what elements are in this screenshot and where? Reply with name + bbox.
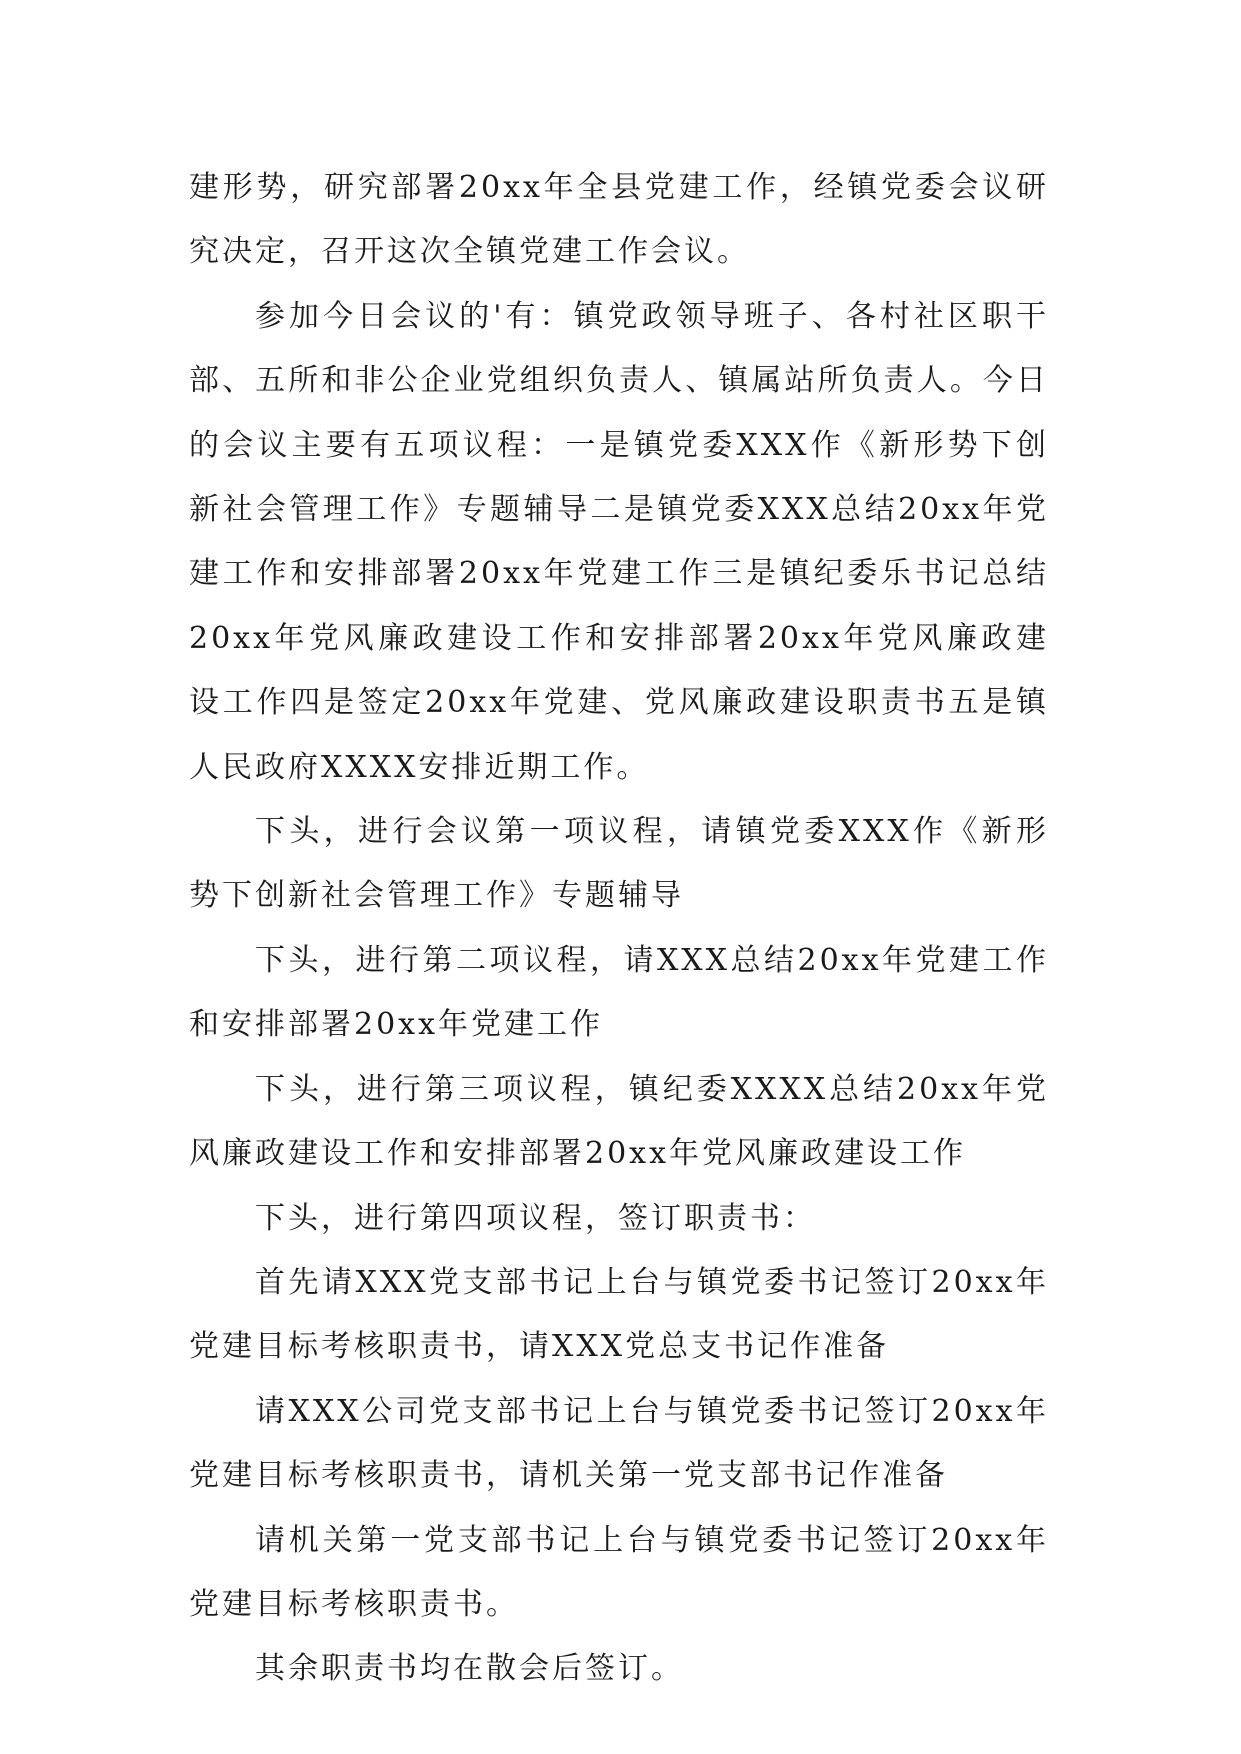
paragraph-1: 建形势，研究部署20xx年全县党建工作，经镇党委会议研究决定，召开这次全镇党建工作会议。 — [189, 170, 1049, 270]
paragraph-4: 下头，进行第二项议程，请XXX总结20xx年党建工作和安排部署20xx年党建工作 — [189, 942, 1049, 1043]
paragraph-6: 下头，进行第四项议程，签订职责书： — [255, 1200, 816, 1236]
paragraph-9: 请机关第一党支部书记上台与镇党委书记签订20xx年党建目标考核职责书。 — [189, 1522, 1049, 1622]
paragraph-10: 其余职责书均在散会后签订。 — [255, 1651, 684, 1687]
paragraph-8: 请XXX公司党支部书记上台与镇党委书记签订20xx年党建目标考核职责书，请机关第一党支部书记作准备 — [189, 1393, 1049, 1494]
paragraph-2: 参加今日会议的'有：镇党政领导班子、各村社区职干部、五所和非公企业党组织负责人、镇属站所负责人。今日的会议主要有五项议程：一是镇党委XXX作《新形势下创新社会管理工作》专题辅导二是镇党委XXX总结20xx年党建工作和安排部署20xx年党建工作三是镇纪委乐书记总结20xx年党风廉政建设工作和安排部署20xx年党风廉政建设工作四是签定20xx年党建、党风廉政建设职责书五是镇人民政府XXXX安排近期工作。 — [189, 298, 1049, 785]
document-body — [189, 156, 1049, 1702]
paragraph-3: 下头，进行会议第一项议程，请镇党委XXX作《新形势下创新社会管理工作》专题辅导 — [189, 814, 1049, 914]
paragraph-5: 下头，进行第三项议程，镇纪委XXXX总结20xx年党风廉政建设工作和安排部署20xx年党风廉政建设工作 — [189, 1071, 1049, 1172]
paragraph-7: 首先请XXX党支部书记上台与镇党委书记签订20xx年党建目标考核职责书，请XXX党总支书记作准备 — [189, 1264, 1049, 1365]
